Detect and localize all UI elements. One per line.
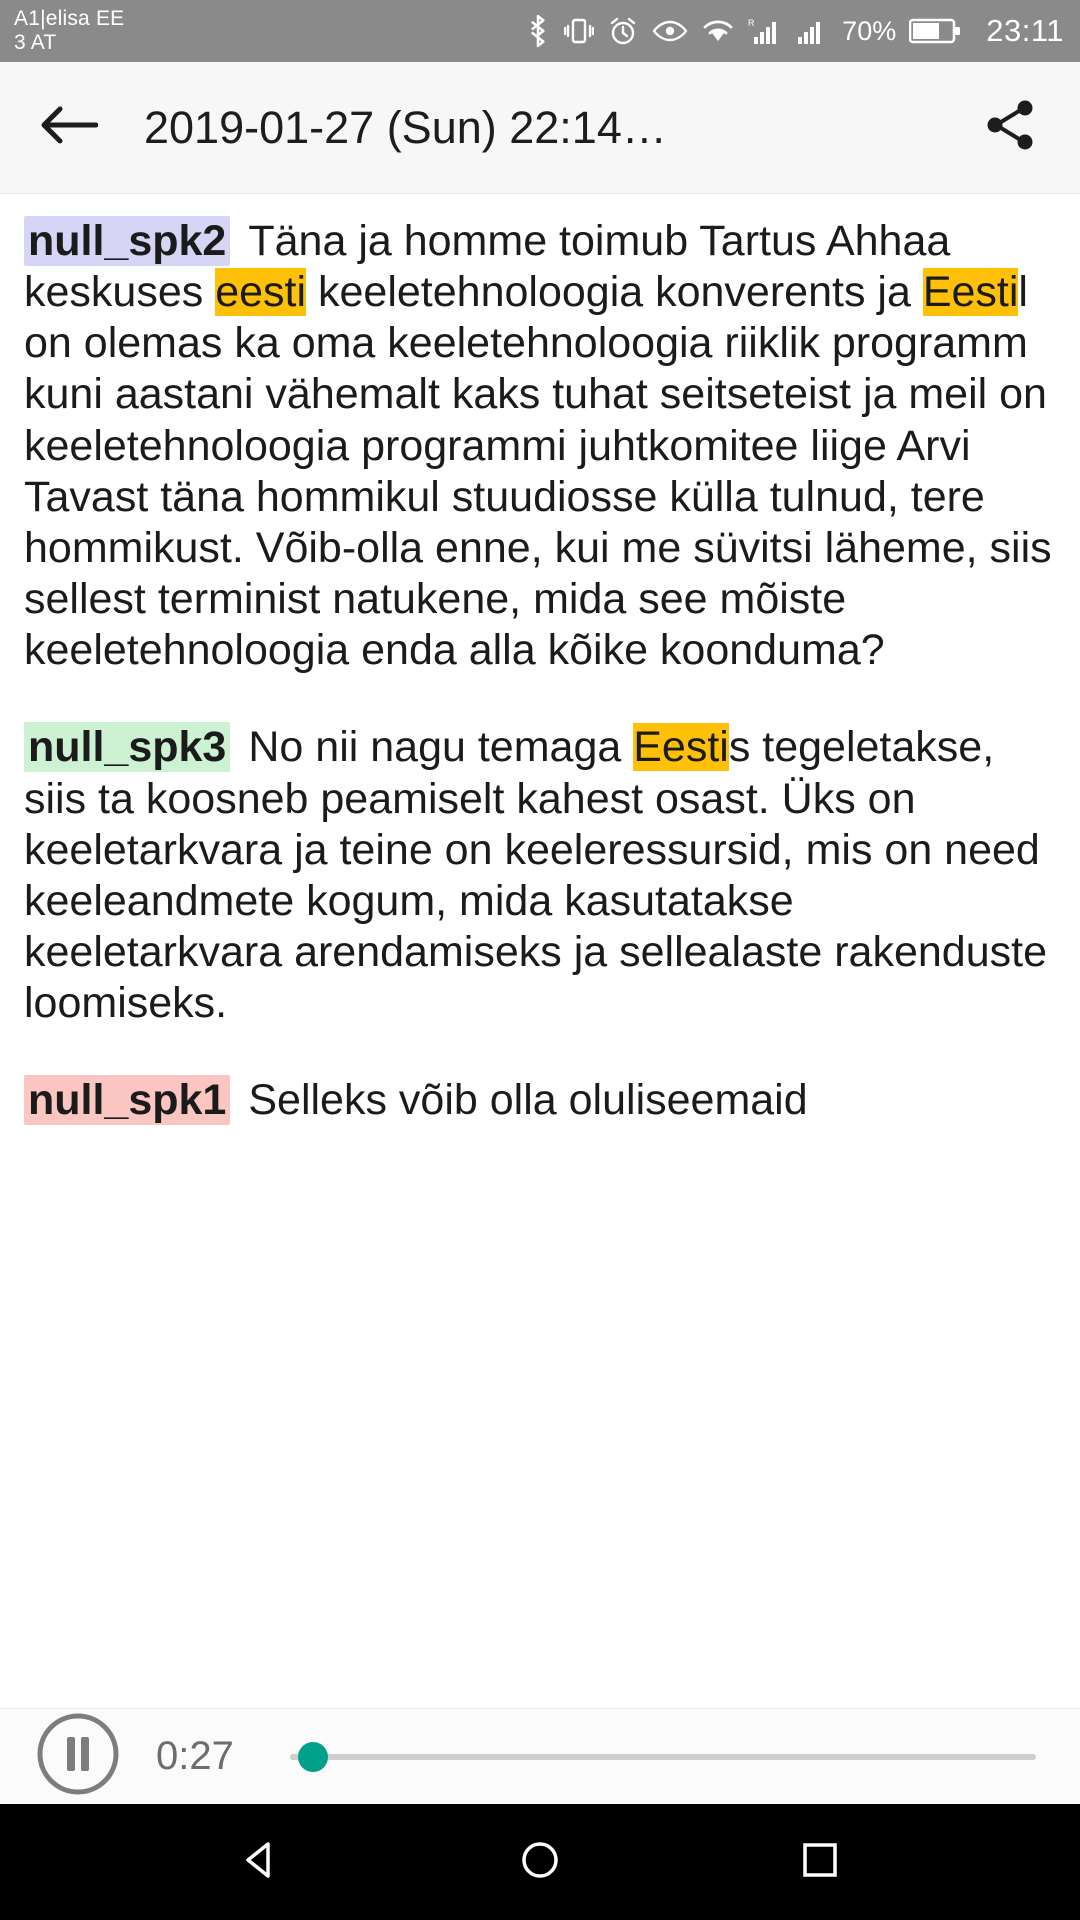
audio-player-bar [0,1708,1080,1804]
triangle-back-icon [238,1838,282,1887]
current-time-label: 0:27 [156,1734,234,1778]
transcript-paragraph[interactable] [24,216,1056,676]
transcript-paragraph[interactable] [24,722,1056,1029]
transcript-scroll-area[interactable] [0,194,1080,1708]
pause-icon [35,1711,121,1802]
status-icon-group [525,13,1064,49]
back-arrow-icon [40,103,98,152]
transcript-text-plain: Täna ja homme toimub Tartus Ahhaa keskuses [24,217,951,317]
share-icon [983,97,1039,158]
nav-back-button[interactable] [215,1817,305,1907]
carrier-line-1: A1|elisa EE [14,6,125,30]
bluetooth-icon [525,14,551,48]
vibrate-icon [564,15,594,47]
signal-1-icon [748,16,782,46]
battery-percent-label: 70% [842,15,897,46]
speaker-label[interactable]: null_spk1 [24,1075,230,1125]
speaker-label[interactable]: null_spk3 [24,722,230,772]
seek-thumb[interactable] [298,1742,328,1772]
app-bar [0,62,1080,194]
transcript-text-highlight: eesti [215,268,307,317]
svg-text:R: R [748,18,755,28]
carrier-info [14,7,124,55]
pause-button[interactable] [34,1713,122,1801]
transcript-text-plain: l on olemas ka oma keeletehnoloogia riiklik programm kuni aastani vähemalt kaks tuhat seitseteist ja meil on keeletehnoloogia programmi juhtkomitee liige Arvi Tavast täna hommikul stuudiosse külla tulnud, tere hommikust. Võib-olla enne, kui me süvitsi läheme, siis sellest terminist natukene, mida see mõiste keeletehnoloogia enda alla kõike koonduma? [24,268,1052,675]
transcript-text-plain: s tegeletakse, siis ta koosneb peamiselt kahest osast. Üks on keeletarkvara ja teine on keeleressursid, mis on need keeleandmete kogum, mida kasutatakse keeletarkvara arendamiseks ja sellealaste rakenduste loomiseks. [24,723,1047,1028]
battery-icon [909,17,961,45]
transcript-text-highlight: Eesti [633,723,729,772]
transcript-paragraph[interactable] [24,1075,1056,1126]
system-navigation-bar [0,1804,1080,1920]
nav-home-button[interactable] [495,1817,585,1907]
seek-bar[interactable] [290,1737,1036,1777]
transcript-text-highlight: Eesti [922,268,1019,317]
speaker-label[interactable]: null_spk2 [24,216,230,266]
back-button[interactable] [34,93,104,163]
transcript-text-plain: No nii nagu temaga [248,723,634,772]
transcript-text-plain: keeletehnoloogia konverents ja [306,268,923,317]
eye-icon [652,18,688,44]
status-clock: 23:11 [986,13,1064,48]
seek-track[interactable] [290,1754,1036,1760]
page-title: 2019-01-27 (Sun) 22:14… [144,101,667,153]
transcript-text-plain: Selleks võib olla oluliseemaid [248,1076,808,1125]
wifi-icon [701,17,735,45]
alarm-icon [607,15,639,47]
circle-home-icon [518,1838,562,1887]
square-recents-icon [798,1838,842,1887]
share-button[interactable] [976,93,1046,163]
status-bar [0,0,1080,62]
signal-2-icon [795,16,827,46]
nav-recents-button[interactable] [775,1817,865,1907]
carrier-line-2: 3 AT [14,31,57,54]
